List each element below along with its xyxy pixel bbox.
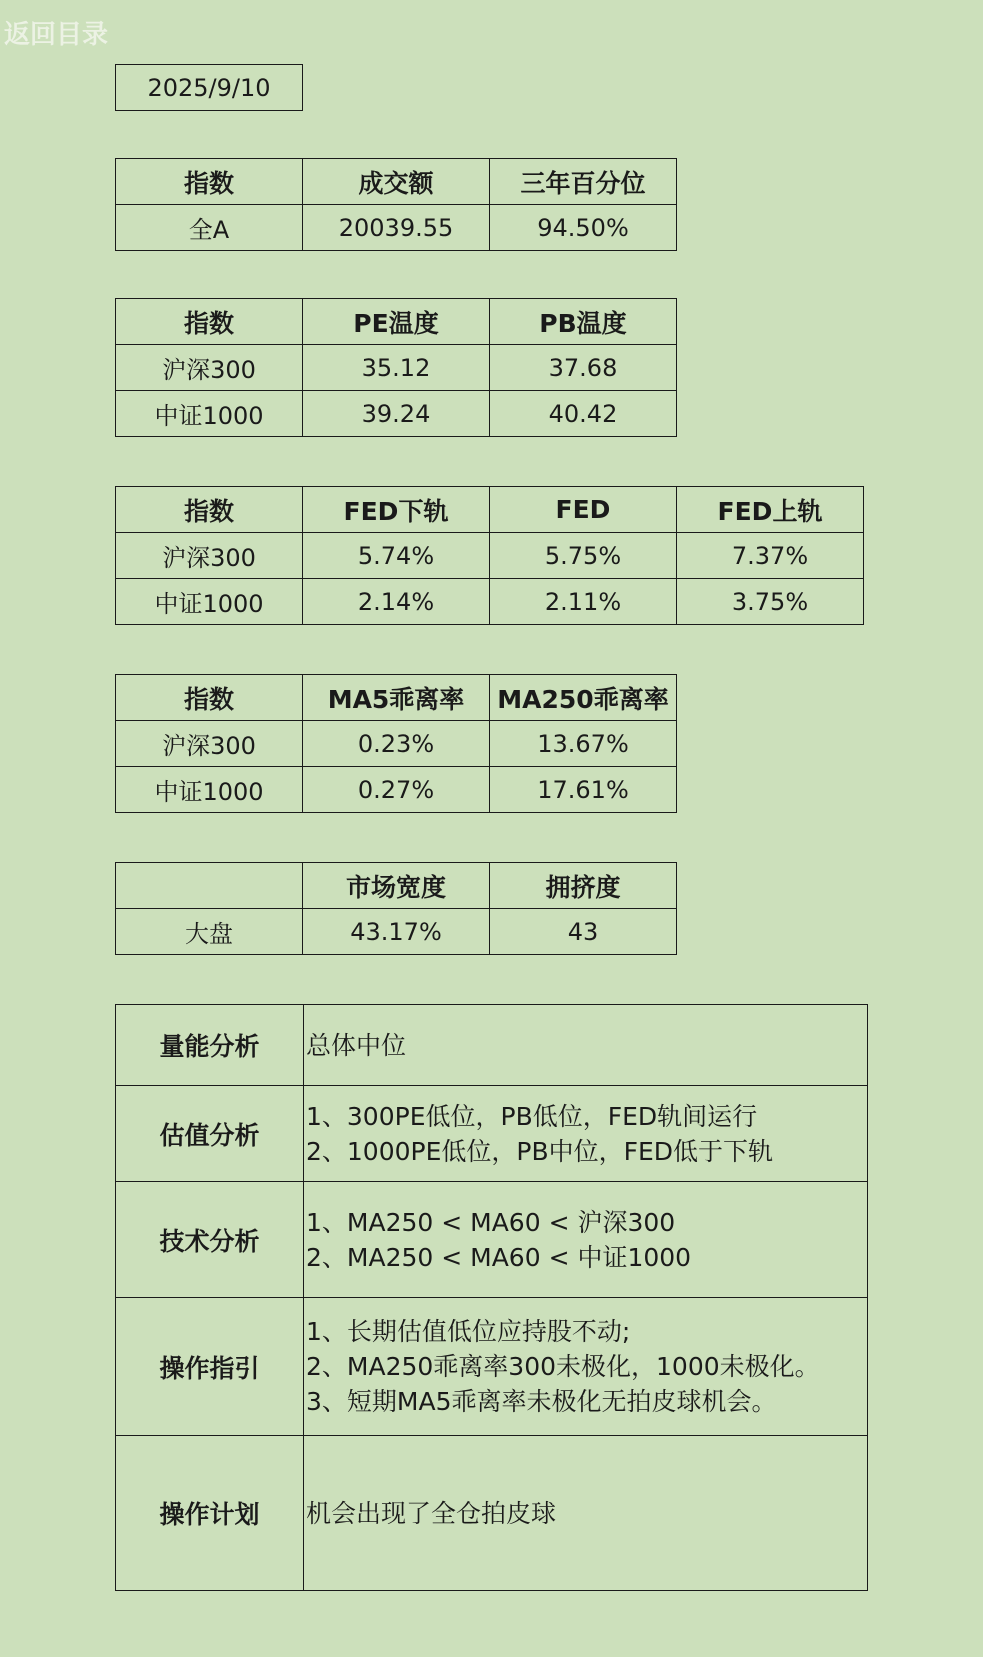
summary-line: 2、1000PE低位，PB中位，FED低于下轨 — [306, 1136, 774, 1166]
summary-content — [304, 1086, 868, 1182]
table-header-row — [116, 159, 677, 205]
table-cell: 沪深300 — [116, 345, 303, 391]
summary-label: 估值分析 — [116, 1086, 304, 1182]
summary-line: 1、MA250 < MA60 < 沪深300 — [306, 1207, 676, 1237]
temperature-table — [115, 298, 677, 437]
table-cell: 5.75% — [490, 533, 677, 579]
header-cell: FED上轨 — [677, 487, 864, 533]
table-cell: 大盘 — [116, 909, 303, 955]
table-row — [116, 345, 677, 391]
summary-content — [304, 1005, 868, 1086]
summary-row — [116, 1005, 868, 1086]
table-header-row — [116, 863, 677, 909]
table-cell: 13.67% — [490, 721, 677, 767]
table-cell: 43 — [490, 909, 677, 955]
summary-label: 技术分析 — [116, 1182, 304, 1298]
table-cell: 5.74% — [303, 533, 490, 579]
summary-row — [116, 1182, 868, 1298]
analysis-summary-table — [115, 1004, 868, 1591]
header-cell: MA250乖离率 — [490, 675, 677, 721]
table-cell: 7.37% — [677, 533, 864, 579]
table-cell: 沪深300 — [116, 721, 303, 767]
summary-label: 量能分析 — [116, 1005, 304, 1086]
table-cell: 37.68 — [490, 345, 677, 391]
table-cell: 2.14% — [303, 579, 490, 625]
table-cell: 35.12 — [303, 345, 490, 391]
summary-row — [116, 1086, 868, 1182]
table-cell: 中证1000 — [116, 579, 303, 625]
header-cell: 三年百分位 — [490, 159, 677, 205]
table-row — [116, 205, 677, 251]
header-cell: 市场宽度 — [303, 863, 490, 909]
header-cell — [116, 863, 303, 909]
back-to-index-link[interactable]: 返回目录 — [4, 20, 109, 50]
header-cell: 指数 — [116, 299, 303, 345]
table-header-row — [116, 675, 677, 721]
header-cell: FED下轨 — [303, 487, 490, 533]
table-cell: 3.75% — [677, 579, 864, 625]
header-cell: FED — [490, 487, 677, 533]
summary-line: 机会出现了全仓拍皮球 — [306, 1498, 557, 1528]
table-cell: 全A — [116, 205, 303, 251]
fed-table — [115, 486, 864, 625]
header-cell: 拥挤度 — [490, 863, 677, 909]
header-cell: PE温度 — [303, 299, 490, 345]
table-row — [116, 721, 677, 767]
header-cell: 指数 — [116, 487, 303, 533]
summary-content — [304, 1182, 868, 1298]
table-cell: 17.61% — [490, 767, 677, 813]
header-cell: PB温度 — [490, 299, 677, 345]
summary-content — [304, 1298, 868, 1436]
header-cell: 成交额 — [303, 159, 490, 205]
table-cell: 0.27% — [303, 767, 490, 813]
table-header-row — [116, 299, 677, 345]
table-cell: 39.24 — [303, 391, 490, 437]
summary-row — [116, 1298, 868, 1436]
table-cell: 20039.55 — [303, 205, 490, 251]
table-cell: 40.42 — [490, 391, 677, 437]
summary-content — [304, 1436, 868, 1591]
table-cell: 中证1000 — [116, 767, 303, 813]
summary-line: 总体中位 — [306, 1030, 407, 1060]
table-row — [116, 579, 864, 625]
header-cell: MA5乖离率 — [303, 675, 490, 721]
summary-label: 操作指引 — [116, 1298, 304, 1436]
table-row — [116, 767, 677, 813]
turnover-table — [115, 158, 677, 251]
table-cell: 43.17% — [303, 909, 490, 955]
summary-line: 3、短期MA5乖离率未极化无拍皮球机会。 — [306, 1387, 777, 1416]
table-row — [116, 909, 677, 955]
summary-line: 2、MA250 < MA60 < 中证1000 — [306, 1242, 692, 1272]
summary-line: 1、长期估值低位应持股不动; — [306, 1317, 631, 1346]
table-cell: 0.23% — [303, 721, 490, 767]
ma-deviation-table — [115, 674, 677, 813]
summary-row — [116, 1436, 868, 1591]
header-cell: 指数 — [116, 675, 303, 721]
summary-label: 操作计划 — [116, 1436, 304, 1591]
table-row — [116, 391, 677, 437]
summary-line: 2、MA250乖离率300未极化，1000未极化。 — [306, 1352, 820, 1381]
table-cell: 沪深300 — [116, 533, 303, 579]
table-cell: 中证1000 — [116, 391, 303, 437]
breadth-table — [115, 862, 677, 955]
summary-line: 1、300PE低位，PB低位，FED轨间运行 — [306, 1101, 758, 1131]
header-cell: 指数 — [116, 159, 303, 205]
table-row — [116, 533, 864, 579]
table-cell: 94.50% — [490, 205, 677, 251]
table-header-row — [116, 487, 864, 533]
table-cell: 2.11% — [490, 579, 677, 625]
report-date: 2025/9/10 — [115, 64, 303, 111]
